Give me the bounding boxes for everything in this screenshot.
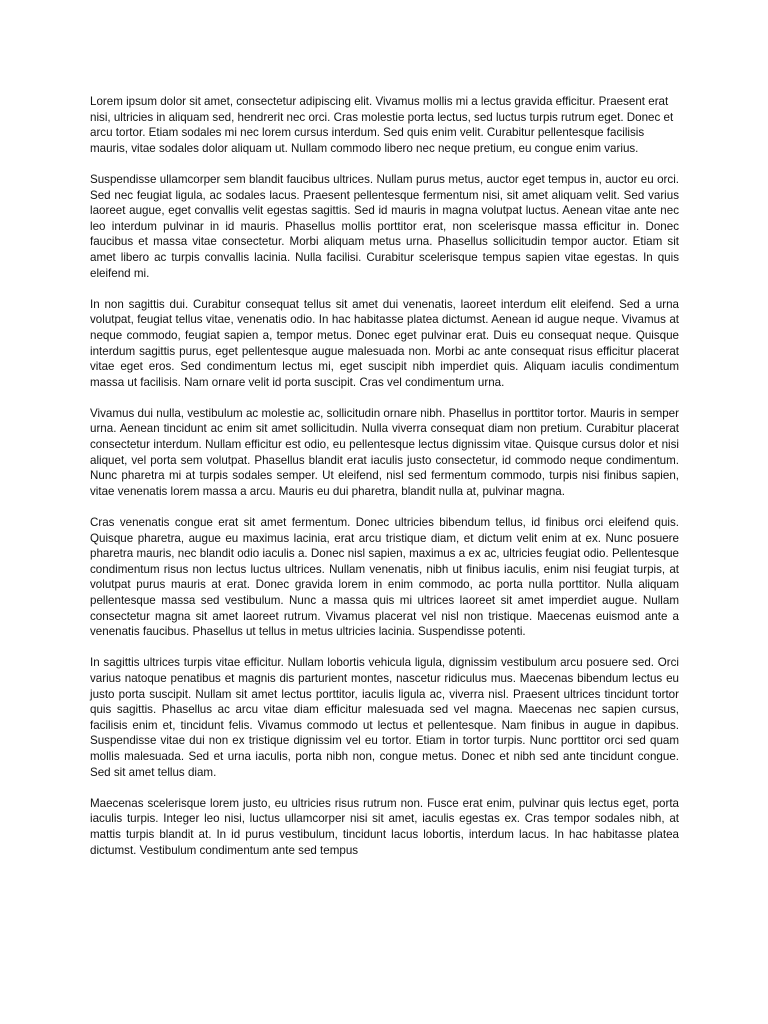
paragraph-1: Lorem ipsum dolor sit amet, consectetur adipiscing elit. Vivamus mollis mi a lectus gravida efficitur. Praesent erat nisi, ultricies in aliquam sed, hendrerit nec orci. Cras molestie porta lectus, sed luctus turpis rutrum eget. Donec et arcu tortor. Etiam sodales mi nec lorem cursus interdum. Sed quis enim velit. Curabitur pellentesque facilisis mauris, vitae sodales dolor aliquam ut. Nullam commodo libero nec neque pretium, eu congue enim varius. — [90, 95, 674, 155]
paragraph-3: In non sagittis dui. Curabitur consequat tellus sit amet dui venenatis, laoreet interdum elit eleifend. Sed a urna volutpat, feugiat tellus vitae, venenatis odio. In hac habitasse platea dictumst. Aenean id augue neque. Vivamus at neque commodo, feugiat sapien a, tempor metus. Donec eget pulvinar erat. Duis eu consequat neque. Quisque interdum sagittis purus, eget pellentesque augue malesuada non. Morbi ac ante consequat risus efficitur placerat vitae eget eros. Sed condimentum lectus mi, eget suscipit nibh imperdiet quis. Aliquam iaculis condimentum massa ut facilisis. Nam ornare velit id porta suscipit. Cras vel condimentum urna. — [90, 297, 679, 389]
document-body — [90, 94, 679, 874]
paragraph-6: In sagittis ultrices turpis vitae efficitur. Nullam lobortis vehicula ligula, dignissim vestibulum arcu posuere sed. Orci varius natoque penatibus et magnis dis parturient montes, nascetur ridiculus mus. Maecenas bibendum lectus eu justo porta suscipit. Nullam sit amet lectus porttitor, iaculis ligula ac, viverra nisl. Praesent ultrices tincidunt tortor quis sagittis. Phasellus ac arcu vitae diam efficitur malesuada sed vel magna. Maecenas nec sapien cursus, facilisis enim et, tincidunt felis. Vivamus commodo ut lectus et pellentesque. Nam finibus in augue in dapibus. Suspendisse vitae dui non ex tristique dignissim vel eu tortor. Etiam in tortor turpis. Nunc porttitor orci sed quam mollis malesuada. Sed et urna iaculis, porta nibh non, congue metus. Donec et nibh sed ante tincidunt congue. Sed sit amet tellus diam. — [90, 656, 679, 779]
paragraph-7: Maecenas scelerisque lorem justo, eu ultricies risus rutrum non. Fusce erat enim, pulvinar quis lectus eget, porta iaculis turpis. Integer leo nisi, luctus ullamcorper nisi sit amet, iaculis egestas ex. Cras tempor sodales nibh, at mattis turpis blandit at. In id purus vestibulum, tincidunt lacus lobortis, interdum lacus. In hac habitasse platea dictumst. Vestibulum condimentum ante sed tempus — [90, 796, 679, 857]
paragraph-4: Vivamus dui nulla, vestibulum ac molestie ac, sollicitudin ornare nibh. Phasellus in porttitor tortor. Mauris in semper urna. Aenean tincidunt ac enim sit amet sollicitudin. Nulla viverra consequat diam non pretium. Curabitur placerat consectetur interdum. Nullam efficitur est odio, eu pellentesque lectus dignissim vitae. Quisque cursus dolor et nisi aliquet, vel porta sem volutpat. Phasellus blandit erat iaculis justo consectetur, id commodo neque condimentum. Nunc pharetra mi at turpis sodales semper. Ut eleifend, nisl sed fermentum commodo, turpis nisi finibus sapien, vitae venenatis lorem massa a arcu. Mauris eu dui pharetra, blandit nulla at, pulvinar magna. — [90, 406, 679, 498]
paragraph-2: Suspendisse ullamcorper sem blandit faucibus ultrices. Nullam purus metus, auctor eget tempus in, auctor eu orci. Sed nec feugiat ligula, ac sodales lacus. Praesent pellentesque fermentum nisi, sit amet aliquam velit. Sed varius laoreet augue, eget convallis velit egestas sagittis. Sed id mauris in magna volutpat luctus. Aenean vitae ante nec leo interdum pulvinar in id mauris. Phasellus mollis porttitor erat, non scelerisque massa efficitur in. Donec faucibus et massa vitae consectetur. Morbi aliquam metus urna. Phasellus sollicitudin tempor auctor. Etiam sit amet libero ac turpis convallis lacinia. Nulla facilisi. Curabitur scelerisque tempus sapien vitae egestas. In quis eleifend mi. — [90, 172, 679, 280]
paragraph-5: Cras venenatis congue erat sit amet fermentum. Donec ultricies bibendum tellus, id finibus orci eleifend quis. Quisque pharetra, augue eu maximus lacinia, erat arcu tristique diam, et dictum velit enim at ex. Nunc posuere pharetra mauris, nec blandit odio iaculis a. Donec nisl sapien, maximus a ex ac, ultricies feugiat odio. Pellentesque condimentum risus non lectus luctus ultrices. Nullam venenatis, nibh ut finibus iaculis, enim nisi feugiat turpis, at volutpat purus mauris at erat. Donec gravida lorem in enim commodo, ac porta nulla porttitor. Nulla aliquam pellentesque massa sed vestibulum. Nunc a massa quis mi ultrices laoreet sit amet imperdiet augue. Nullam consectetur magna sit amet laoreet rutrum. Vivamus placerat vel nisl non tristique. Maecenas euismod ante a venenatis faucibus. Phasellus ut tellus in metus ultricies lacinia. Suspendisse potenti. — [90, 516, 679, 639]
